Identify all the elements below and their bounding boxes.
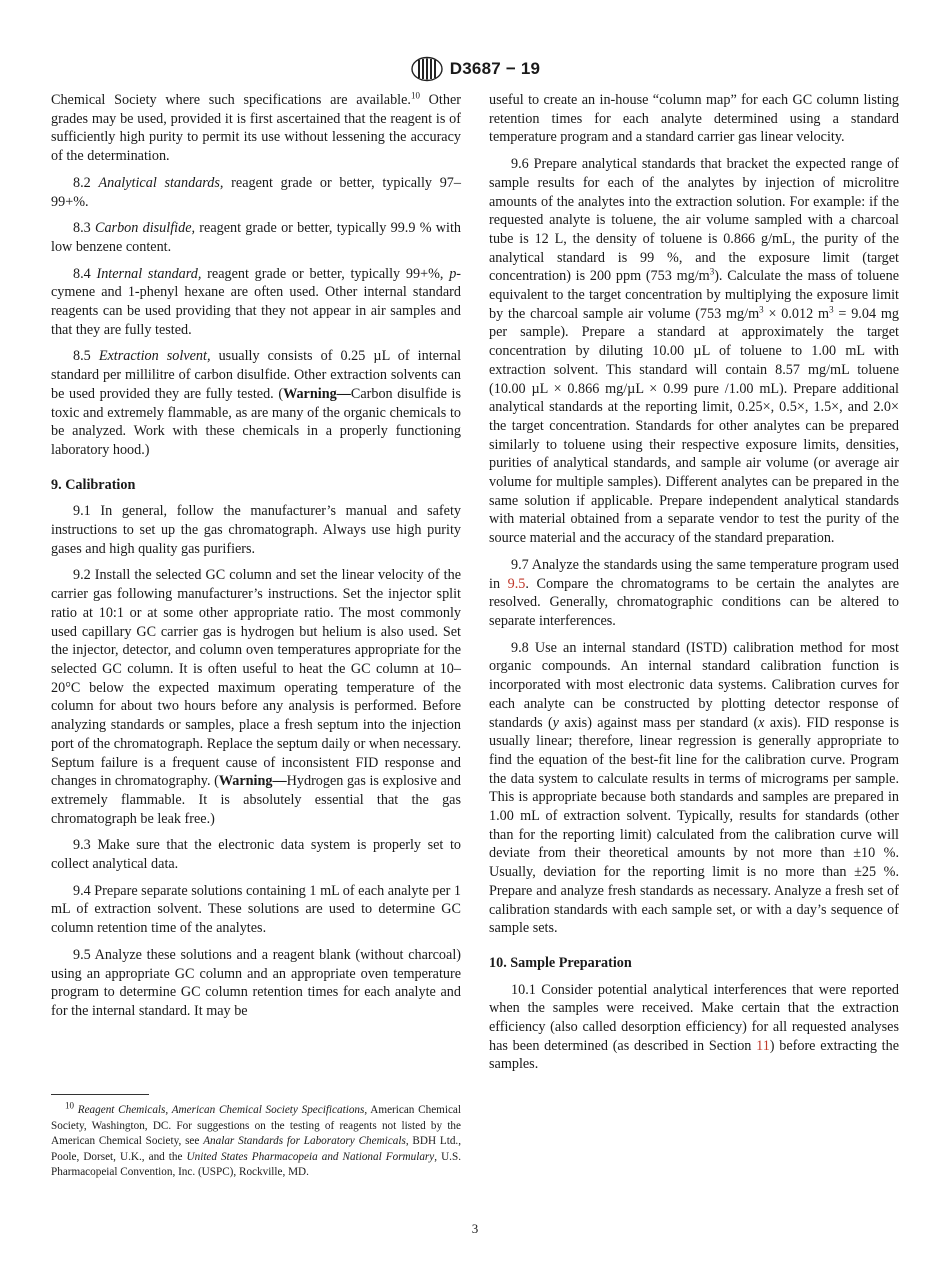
document-id: D3687 − 19 — [449, 59, 541, 78]
section-heading-9: 9. Calibration — [51, 476, 136, 493]
paragraph-9-8: 9.8 Use an internal standard (ISTD) calibration method for most organic compounds. An internal standard calibration function is incorporated with most electronic data systems. Calibration curves for each analyte can be constructed by plotting detector response of standards (y axis) against mass per standard (x axis). FID response is usually linear; therefore, linear regression is generally appropriate to find the equation of the best-fit line for the calibration curve. Program the data system to calculate results in terms of micrograms per sample. This is appropriate because both standards and samples are prepared in 1.00 mL of extraction solvent. Typically, results for standards (other than for the reporting limit) calculated from the calibration curve will deviate from their theoretical amounts by not more than ±10 %. Usually, deviation for the reporting limit is no more than ±25 %. Prepare and analyze fresh standards as necessary. Analyze a fresh set of calibration standards with each sample set, or with a day’s sequence of sample sets. — [489, 639, 900, 937]
paragraph-9-2: 9.2 Install the selected GC column and set the linear velocity of the carrier gas following manufacturer’s instructions. Set the injector split ratio at 10:1 or at some other appropriate ratio. The most commonly used capillary GC carrier gas is hydrogen but helium is also used. Set the injector, detector, and column oven temperatures appropriate for the selected GC column. It is often useful to heat the GC column at 10–20°C below the expected maximum operating temperature of the column for about two hours before any analysis is performed. Before analyzing standards or samples, place a fresh septum into the injection port of the chromatograph. Replace the septum daily or when necessary. Septum failure is a frequent cause of inconsistent FID response and changes in chromatography. (Warning—Hydrogen gas is explosive and extremely flammable. It is absolutely essential that the gas chromatograph be leak free.) — [51, 567, 461, 827]
paragraph-9-5-continued: useful to create an in-house “column map” for each GC column listing retention times for each analyte determined using a standard temperature program and a standard carrier gas linear velocity. — [489, 92, 899, 146]
paragraph-9-6: 9.6 Prepare analytical standards that bracket the expected range of sample results for each of the analytes by injection of microlitre amounts of the analytes into the extraction solution. For example: if the requested analyte is toluene, the air volume sampled with a charcoal tube is 12 L, the density of toluene is 0.866 g/mL, the purity of the analytical standard is 99 %, and the exposure limit (target concentration) is 200 ppm (753 $mg/m^3$). Calculate the mass of toluene equivalent to the target concentration by multiplying the exposure limit by the charcoal sample air volume (753 $mg/m^3 \times 0.012$ $m^3 = 9.04$ mg per sample). Prepare a standard at approximately the target concentration by diluting 10.00 µL of toluene to 1.00 mL with extraction solvent. This standard will contain 8.57 mg/mL toluene (10.00 µL × 0.866 mg/µL × 0.99 pure /1.00 mL). Prepare additional analytical standards at the reporting limit, 0.25×, 0.5×, 1.5×, and 2.0× the target concentration. Standards for other analytes can be prepared similarly to toluene using their respective exposure limits, densities, purities of analytical standards, and sample air volume (or average air volume for multiple samples). Different analytes can be prepared in the same solution if applicable. Prepare independent analytical standards with material obtained from a separate vendor to test the purity of the source material and the accuracy of the standard preparation. — [489, 156, 899, 547]
link-section-11[interactable]: 11 — [756, 1037, 770, 1054]
left-column — [51, 91, 461, 1029]
astm-logo-icon — [410, 56, 444, 82]
paragraph-9-1: 9.1 In general, follow the manufacturer’s manual and safety instructions to set up the gas chromatograph. Always use high purity gases and high quality gas purifiers. — [51, 503, 461, 557]
footnote-divider — [51, 1094, 149, 1095]
paragraph-8-4: 8.4 Internal standard, reagent grade or better, typically 99+%, p-cymene and 1-phenyl hexane are often used. Other internal standard reagents can be used providing that they not appear in air samples and that they are fully tested. — [51, 265, 462, 338]
page-number: 3 — [471, 1221, 479, 1236]
paragraph-8-5: 8.5 Extraction solvent, usually consists of 0.25 µL of internal standard per millilitre of carbon disulfide. Other extraction solvents can be used provided they are fully tested. (Warning—Carbon disulfide is toxic and extremely flammable, as are many of the organic chemicals to be analyzed. Work with these chemicals in a properly functioning laboratory hood.) — [51, 348, 462, 458]
paragraph-8-1-continued: Chemical Society where such specifications are available.$^{10}$ Other grades may be used, provided it is first ascertained that the reagent is of sufficiently high purity to permit its use without lessening the accuracy of the determination. — [51, 90, 461, 165]
footnote-10: $^{10}$ Reagent Chemicals, American Chemical Society Specifications, American Chemical Society, Washington, DC. For suggestions on the testing of reagents not listed by the American Chemical Society, see Analar Standards for Laboratory Chemicals, BDH Ltd., Poole, Dorset, U.K., and the United States Pharmacopeia and National Formulary, U.S. Pharmacopeial Convention, Inc. (USPC), Rockville, MD. — [51, 1100, 462, 1179]
section-heading-10: 10. Sample Preparation — [489, 954, 632, 971]
paragraph-9-7: 9.7 Analyze the standards using the same temperature program used in 9.5. Compare the chromatograms to be certain the analytes are resolved. Generally, chromatographic conditions can be altered to separate interferences. — [489, 556, 899, 629]
page-header — [0, 55, 950, 83]
right-column — [489, 91, 899, 1082]
paragraph-9-3: 9.3 Make sure that the electronic data system is properly set to collect analytical data. — [51, 837, 461, 873]
paragraph-10-1: 10.1 Consider potential analytical interferences that were reported when the samples were received. Make certain that the extraction efficiency (also called desorption efficiency) for all requested analyses has been determined (as described in Section 11) before extracting the samples. — [489, 981, 899, 1073]
footnote-ref: 10 — [410, 90, 420, 101]
paragraph-9-4: 9.4 Prepare separate solutions containing 1 mL of each analyte per 1 mL of extraction solvent. These solutions are used to determine GC column retention time of the analytes. — [51, 882, 461, 937]
link-section-9-5[interactable]: 9.5 — [507, 575, 526, 592]
paragraph-8-2: 8.2 Analytical standards, reagent grade or better, typically 97–99+%. — [51, 174, 461, 210]
paragraph-8-3: 8.3 Carbon disulfide, reagent grade or better, typically 99.9 % with low benzene content. — [51, 220, 462, 255]
paragraph-9-5: 9.5 Analyze these solutions and a reagent blank (without charcoal) using an appropriate GC column and an appropriate oven temperature program to determine GC column retention times for each analyte and for the internal standard. It may be — [51, 946, 461, 1019]
